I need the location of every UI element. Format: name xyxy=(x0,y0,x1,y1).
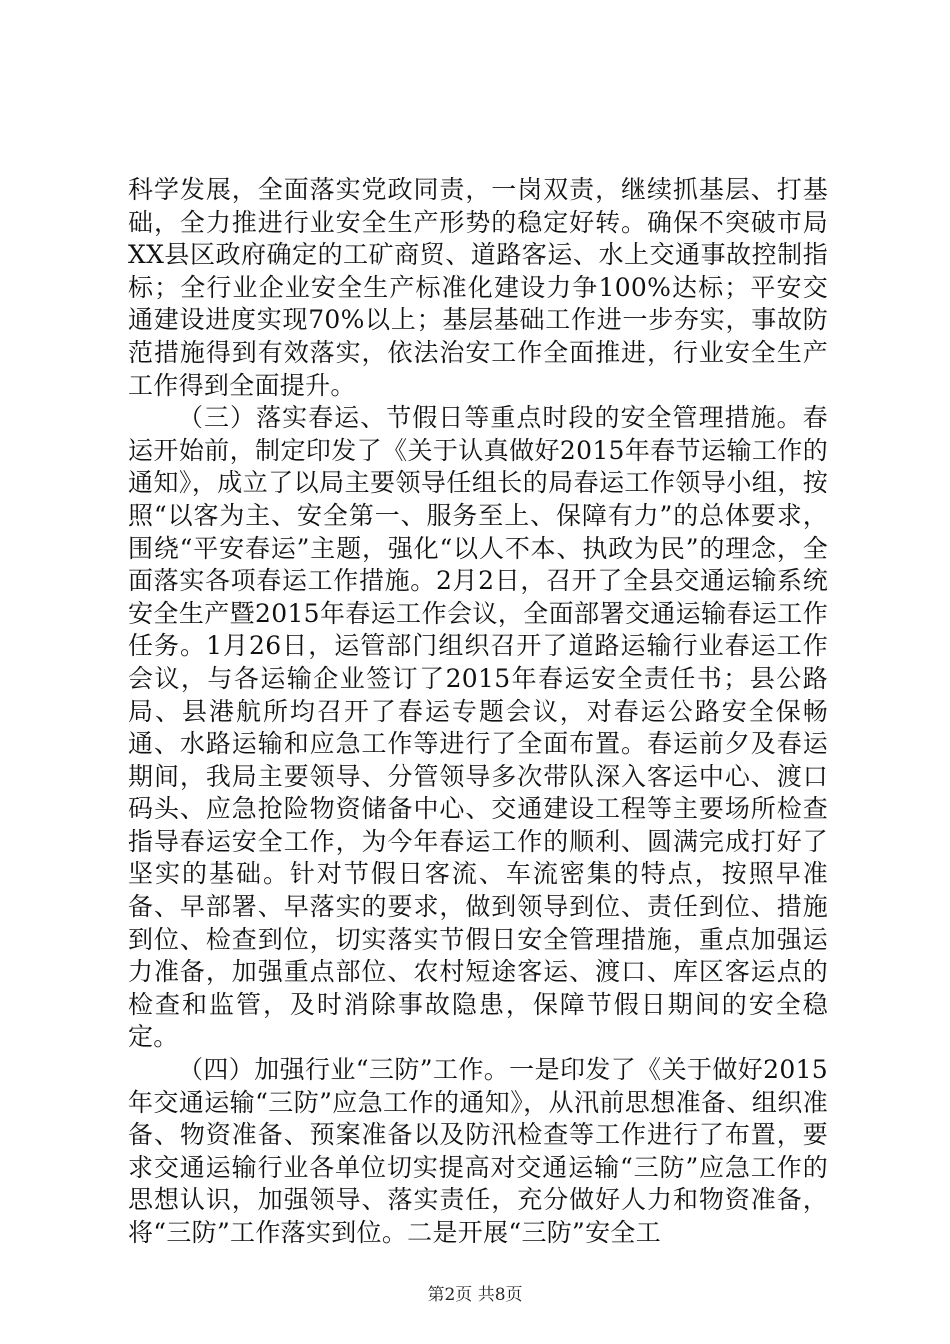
body-text xyxy=(128,174,828,1250)
paragraph-section-3: （三）落实春运、节假日等重点时段的安全管理措施。春运开始前，制定印发了《关于认真做好2015年春节运输工作的通知》，成立了以局主要领导任组长的局春运工作领导小组，按照“以客为主、安全第一、服务至上、保障有力”的总体要求，围绕“平安春运”主题，强化“以人不本、执政为民”的理念，全面落实各项春运工作措施。2月2日，召开了全县交通运输系统安全生产暨2015年春运工作会议，全面部署交通运输春运工作任务。1月26日，运管部门组织召开了道路运输行业春运工作会议，与各运输企业签订了2015年春运安全责任书；县公路局、县港航所均召开了春运专题会议，对春运公路安全保畅通、水路运输和应急工作等进行了全面布置。春运前夕及春运期间，我局主要领导、分管领导多次带队深入客运中心、渡口码头、应急抢险物资储备中心、交通建设工程等主要场所检查指导春运安全工作，为今年春运工作的顺利、圆满完成打好了坚实的基础。针对节假日客流、车流密集的特点，按照早准备、早部署、早落实的要求，做到领导到位、责任到位、措施到位、检查到位，切实落实节假日安全管理措施，重点加强运力准备，加强重点部位、农村短途客运、渡口、库区客运点的检查和监管，及时消除事故隐患，保障节假日期间的安全稳定。 xyxy=(128,403,828,1052)
paragraph-section-4: （四）加强行业“三防”工作。一是印发了《关于做好2015年交通运输“三防”应急工作的通知》，从汛前思想准备、组织准备、物资准备、预案准备以及防汛检查等工作进行了布置，要求交通运输行业各单位切实提高对交通运输“三防”应急工作的思想认识，加强领导、落实责任，充分做好人力和物资准备，将“三防”工作落实到位。二是开展“三防”安全工 xyxy=(128,1055,828,1247)
paragraph-continuation: 科学发展，全面落实党政同责，一岗双责，继续抓基层、打基础，全力推进行业安全生产形势的稳定好转。确保不突破市局XX县区政府确定的工矿商贸、道路客运、水上交通事故控制指标；全行业企业安全生产标准化建设力争100%达标；平安交通建设进度实现70%以上；基层基础工作进一步夯实，事故防范措施得到有效落实，依法治安工作全面推进，行业安全生产工作得到全面提升。 xyxy=(128,175,828,400)
page-footer: 第2页 共8页 xyxy=(427,1285,523,1305)
